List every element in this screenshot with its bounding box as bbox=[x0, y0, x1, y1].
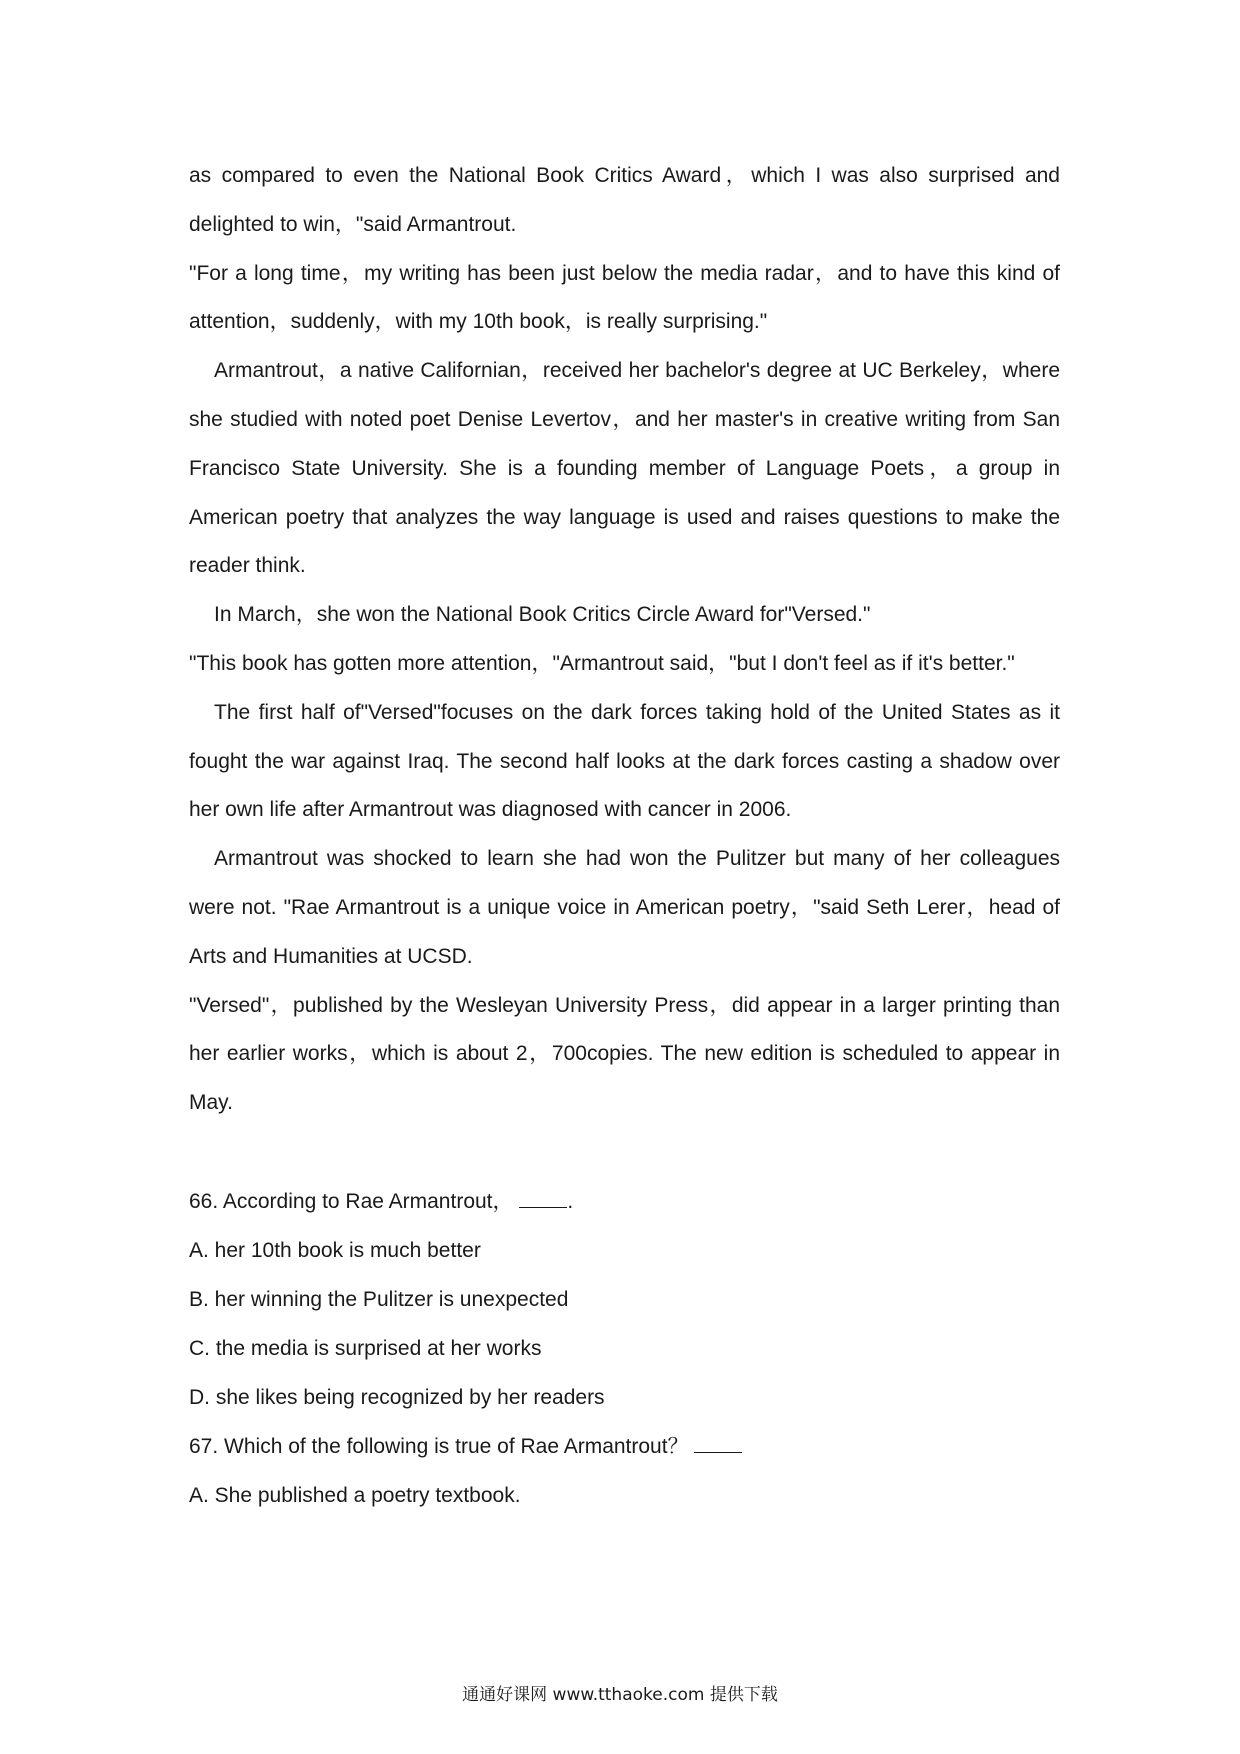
question-66-end: . bbox=[567, 1189, 574, 1213]
question-stem bbox=[189, 1422, 1060, 1471]
paragraph-4: In March，she won the National Book Critics Circle Award for"Versed." bbox=[214, 603, 871, 627]
answer-blank bbox=[694, 1436, 742, 1453]
paragraph-7: Armantrout was shocked to learn she had won the Pulitzer but many of her colleagues were not. "Rae Armantrout is a unique voice in American poetry，"said Seth Lerer，head of Arts and Humanities at UCSD. bbox=[189, 847, 1060, 968]
option-a: A. She published a poetry textbook. bbox=[189, 1483, 521, 1507]
question-66 bbox=[189, 1177, 1060, 1422]
paragraph-1: as compared to even the National Book Critics Award，which I was also surprised and delighted to win，"said Armantrout. bbox=[189, 164, 1060, 236]
paragraph-3: Armantrout，a native Californian，received her bachelor's degree at UC Berkeley，where she studied with noted poet Denise Levertov，and her master's in creative writing from San Francisco State University. She is a founding member of Language Poets，a group in American poetry that analyzes the way language is used and raises questions to make the reader think. bbox=[189, 359, 1060, 578]
paragraph-8: "Versed"，published by the Wesleyan University Press，did appear in a larger printing than her earlier works，which is about 2，700copies. The new edition is scheduled to appear in May. bbox=[189, 993, 1060, 1115]
paragraph-2: "For a long time，my writing has been just below the media radar，and to have this kind of attention，suddenly，with my 10th book，is really surprising." bbox=[189, 261, 1060, 334]
question-67-stem: 67. Which of the following is true of Rae Armantrout？ bbox=[189, 1434, 689, 1458]
option-d: D. she likes being recognized by her readers bbox=[189, 1385, 605, 1409]
option-c: C. the media is surprised at her works bbox=[189, 1336, 542, 1360]
question-stem bbox=[189, 1177, 1060, 1226]
answer-blank bbox=[519, 1191, 567, 1208]
paragraph-5: "This book has gotten more attention，"Armantrout said，"but I don't feel as if it's better." bbox=[189, 651, 1015, 675]
question-66-stem: 66. According to Rae Armantrout， bbox=[189, 1189, 514, 1213]
document-page bbox=[189, 152, 1060, 1520]
paragraph-6: The first half of"Versed"focuses on the dark forces taking hold of the United States as it fought the war against Iraq. The second half looks at the dark forces casting a shadow over her own life after Armantrout was diagnosed with cancer in 2006. bbox=[189, 700, 1060, 822]
option-b: B. her winning the Pulitzer is unexpected bbox=[189, 1287, 569, 1311]
page-footer: 通通好课网 www.tthaoke.com 提供下载 bbox=[462, 1685, 778, 1705]
section-gap bbox=[189, 1128, 1060, 1177]
question-67 bbox=[189, 1422, 1060, 1520]
option-a: A. her 10th book is much better bbox=[189, 1238, 481, 1262]
